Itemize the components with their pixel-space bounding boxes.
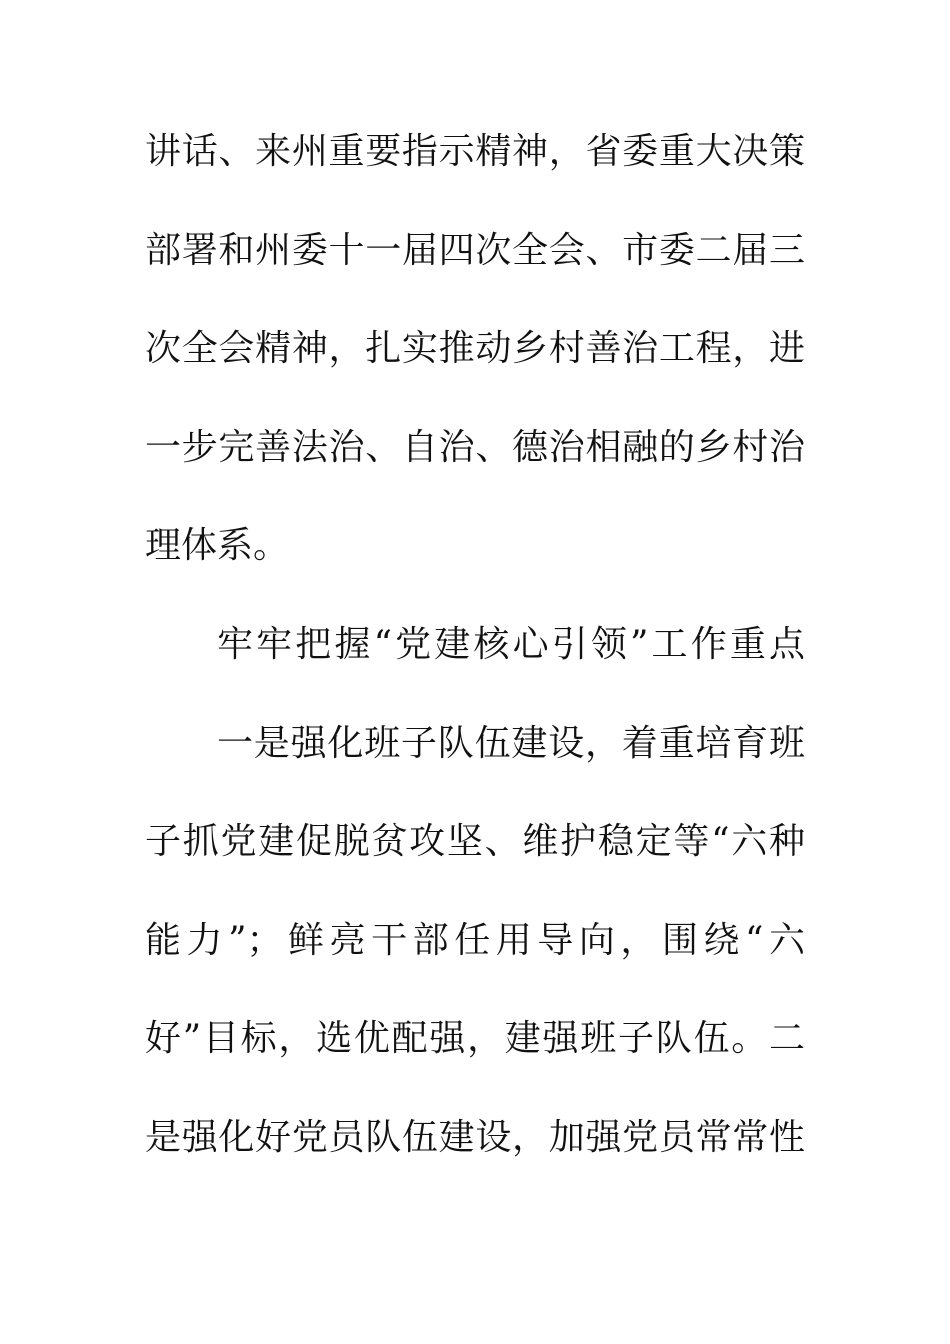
text-line: 子抓党建促脱贫攻坚、维护稳定等“六种 <box>145 821 805 863</box>
text-line: 次全会精神，扎实推动乡村善治工程，进 <box>145 328 805 370</box>
text-line: 是强化好党员队伍建设，加强党员常常性 <box>145 1116 805 1158</box>
text-line: 理体系。 <box>145 525 290 567</box>
text-line: 部署和州委十一届四次全会、市委二届三 <box>145 229 805 271</box>
text-line: 一步完善法治、自治、德治相融的乡村治 <box>145 426 805 468</box>
document-body <box>145 122 805 1207</box>
text-line: 一是强化班子队伍建设，着重培育班 <box>217 722 805 764</box>
text-line: 讲话、来州重要指示精神，省委重大决策 <box>145 131 805 172</box>
text-line: 好”目标，选优配强，建强班子队伍。二 <box>145 1018 805 1060</box>
text-line: 能力”；鲜亮干部任用导向，围绕“六 <box>145 919 805 961</box>
section-heading: 牢牢把握“党建核心引领”工作重点 <box>217 623 805 665</box>
